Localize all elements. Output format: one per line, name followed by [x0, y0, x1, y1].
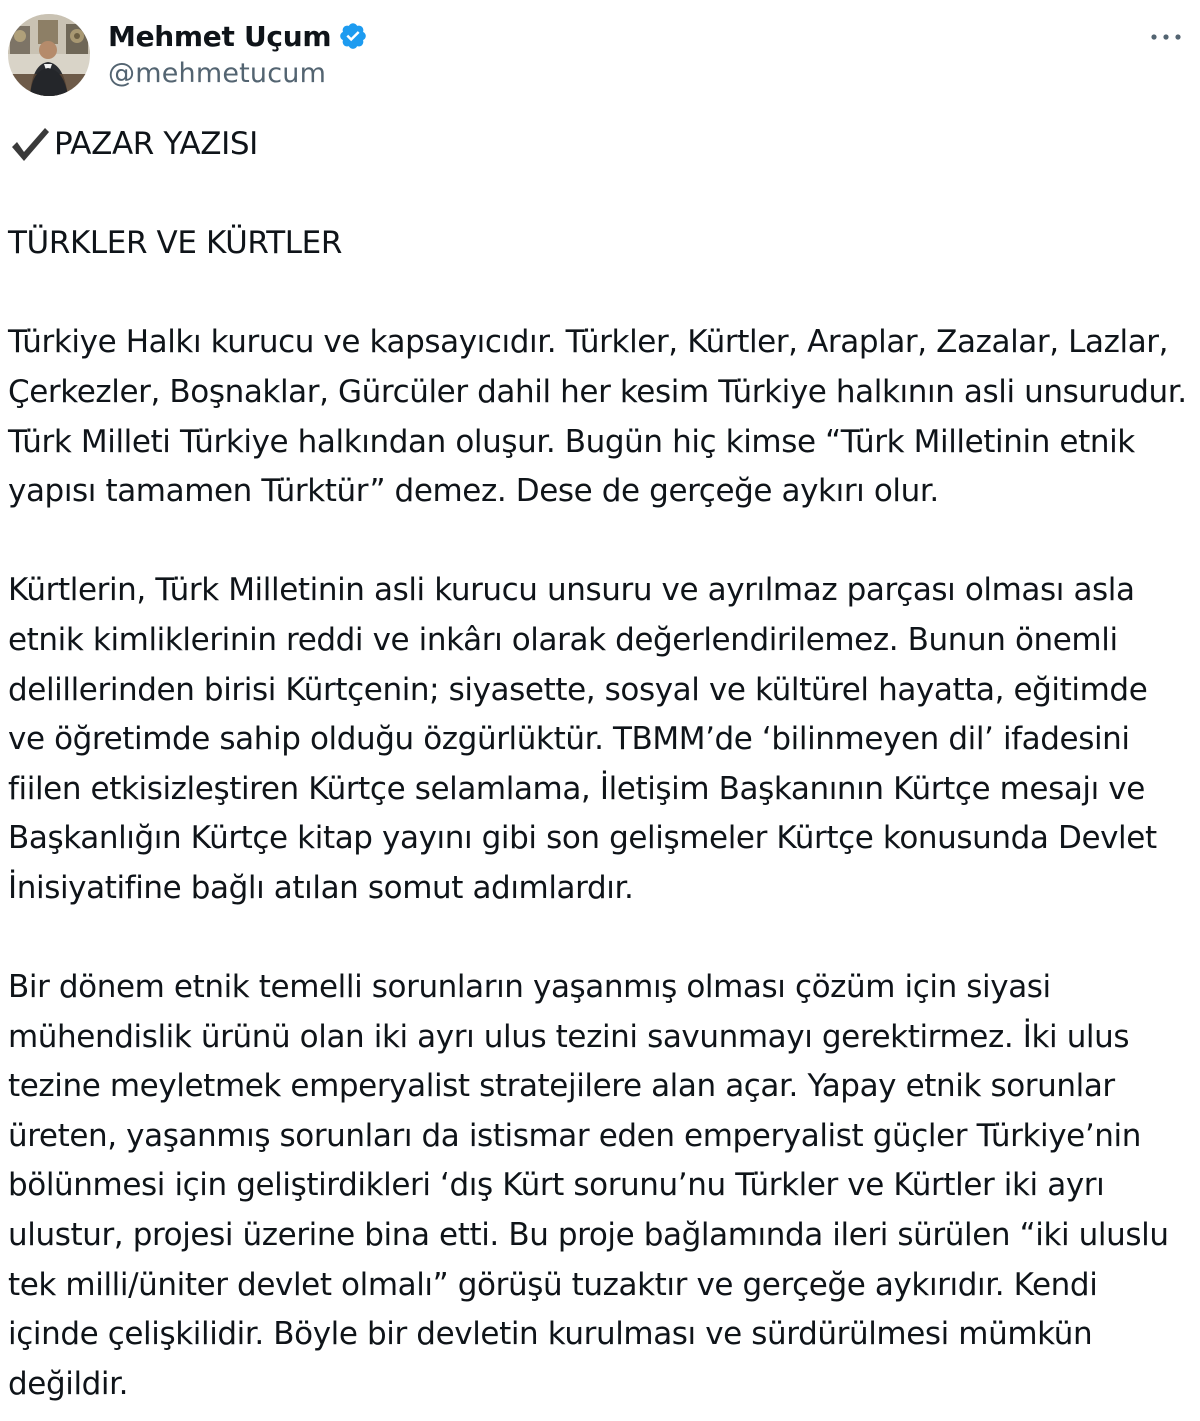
post-text — [8, 120, 1194, 1409]
spacer — [8, 170, 1194, 220]
author-name-row — [108, 16, 368, 56]
paragraph-line: fiilen etkisizleştiren Kürtçe selamlama, İletişim Başkanının Kürtçe mesajı ve — [8, 770, 1145, 807]
spacer — [8, 517, 1194, 567]
paragraph-line: bölünmesi için geliştirdikleri ‘dış Kürt sorunu’nu Türkler ve Kürtler iki ayrı — [8, 1167, 1105, 1204]
paragraph-line: üreten, yaşanmış sorunları da istismar eden emperyalist güçler Türkiye’nin — [8, 1117, 1141, 1154]
more-horizontal-icon[interactable] — [1146, 22, 1186, 52]
paragraph-line: tezine meyletmek emperyalist stratejilere alan açar. Yapay etnik sorunlar — [8, 1068, 1115, 1105]
paragraph-line: Türkiye Halkı kurucu ve kapsayıcıdır. Türkler, Kürtler, Araplar, Zazalar, Lazlar, — [8, 324, 1169, 361]
paragraph-1 — [8, 318, 1194, 516]
paragraph-line: Başkanlığın Kürtçe kitap yayını gibi son gelişmeler Kürtçe konusunda Devlet — [8, 820, 1157, 857]
paragraph-2 — [8, 566, 1194, 913]
author-display-name[interactable]: Mehmet Uçum — [108, 19, 332, 53]
paragraph-line: değildir. — [8, 1365, 129, 1402]
paragraph-line: ulustur, projesi üzerine bina etti. Bu proje bağlamında ileri sürülen “iki uluslu — [8, 1217, 1169, 1254]
paragraph-3 — [8, 963, 1194, 1409]
author-identity — [108, 16, 368, 89]
paragraph-line: Türk Milleti Türkiye halkından oluşur. Bugün hiç kimse “Türk Milletinin etnik — [8, 423, 1135, 460]
post-header — [8, 14, 1200, 98]
verified-badge-icon — [338, 21, 368, 51]
paragraph-line: mühendislik ürünü olan iki ayrı ulus tezini savunmayı gerektirmez. İki ulus — [8, 1018, 1130, 1055]
heavy-check-mark-icon — [8, 125, 52, 165]
author-handle[interactable]: @mehmetucum — [108, 58, 327, 89]
post-header-line — [8, 120, 1194, 170]
paragraph-line: içinde çelişkilidir. Böyle bir devletin kurulması ve sürdürülmesi mümkün — [8, 1316, 1093, 1353]
paragraph-line: delillerinden birisi Kürtçenin; siyasette, sosyal ve kültürel hayatta, eğitimde — [8, 671, 1148, 708]
spacer — [8, 914, 1194, 964]
profile-photo — [8, 14, 90, 96]
paragraph-line: tek milli/üniter devlet olmalı” görüşü tuzaktır ve gerçeğe aykırıdır. Kendi — [8, 1266, 1098, 1303]
paragraph-line: İnisiyatifine bağlı atılan somut adımlardır. — [8, 869, 634, 906]
spacer — [8, 269, 1194, 319]
paragraph-line: etnik kimliklerinin reddi ve inkârı olarak değerlendirilemez. Bunun önemli — [8, 621, 1118, 658]
paragraph-line: Çerkezler, Boşnaklar, Gürcüler dahil her kesim Türkiye halkının asli unsurudur. — [8, 373, 1187, 410]
post-header-text: PAZAR YAZISI — [54, 126, 258, 162]
post-title: TÜRKLER VE KÜRTLER — [8, 225, 342, 262]
paragraph-line: Kürtlerin, Türk Milletinin asli kurucu unsuru ve ayrılmaz parçası olması asla — [8, 572, 1135, 609]
paragraph-line: yapısı tamamen Türktür” demez. Dese de gerçeğe aykırı olur. — [8, 473, 939, 510]
paragraph-line: ve öğretimde sahip olduğu özgürlüktür. TBMM’de ‘bilinmeyen dil’ ifadesini — [8, 721, 1130, 758]
avatar[interactable] — [8, 14, 90, 96]
paragraph-line: Bir dönem etnik temelli sorunların yaşanmış olması çözüm için siyasi — [8, 969, 1051, 1006]
